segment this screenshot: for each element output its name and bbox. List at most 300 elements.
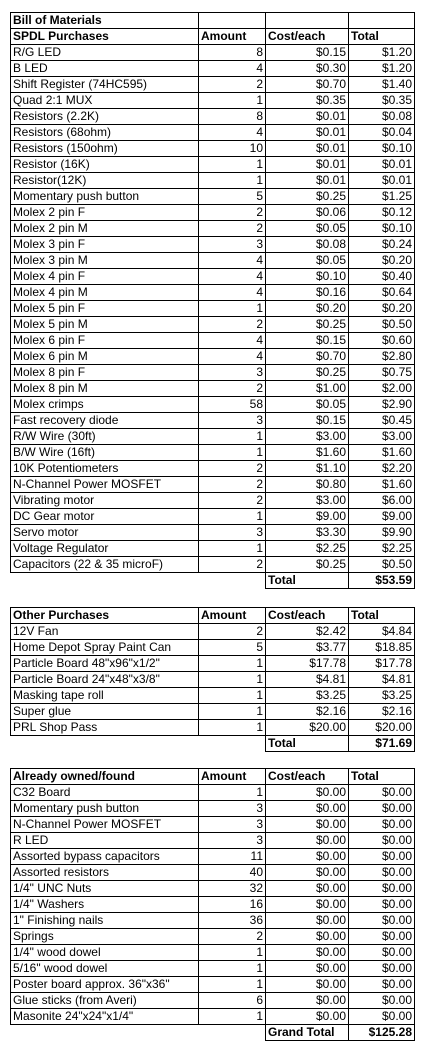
item-name: Resistor(12K) — [11, 173, 199, 189]
item-total: $2.90 — [349, 397, 415, 413]
item-amount: 1 — [199, 688, 266, 704]
empty-cell — [349, 13, 415, 29]
item-amount: 1 — [199, 1009, 266, 1025]
item-name: Molex 3 pin F — [11, 237, 199, 253]
total-value: $125.28 — [349, 1025, 415, 1041]
item-total: $0.00 — [349, 817, 415, 833]
item-cost-each: $0.25 — [266, 317, 349, 333]
item-amount: 2 — [199, 77, 266, 93]
item-amount: 10 — [199, 141, 266, 157]
total-label: Total — [266, 573, 349, 589]
table-row — [11, 189, 415, 205]
table-row — [11, 801, 415, 817]
table-row — [11, 173, 415, 189]
table-row — [11, 525, 415, 541]
item-amount: 6 — [199, 993, 266, 1009]
item-cost-each: $0.05 — [266, 253, 349, 269]
table-row — [11, 141, 415, 157]
item-cost-each: $17.78 — [266, 656, 349, 672]
section-header: Already owned/found — [11, 769, 199, 785]
table-row — [11, 817, 415, 833]
item-amount: 2 — [199, 493, 266, 509]
item-amount: 3 — [199, 237, 266, 253]
item-name: Quad 2:1 MUX — [11, 93, 199, 109]
cost-each-header: Cost/each — [266, 29, 349, 45]
item-name: Molex 8 pin M — [11, 381, 199, 397]
item-amount: 40 — [199, 865, 266, 881]
item-name: 10K Potentiometers — [11, 461, 199, 477]
item-total: $0.00 — [349, 801, 415, 817]
item-total: $0.00 — [349, 833, 415, 849]
item-name: Poster board approx. 36"x36" — [11, 977, 199, 993]
item-total: $9.90 — [349, 525, 415, 541]
item-total: $0.00 — [349, 865, 415, 881]
item-cost-each: $1.10 — [266, 461, 349, 477]
item-total: $3.00 — [349, 429, 415, 445]
item-name: Vibrating motor — [11, 493, 199, 509]
total-header: Total — [349, 769, 415, 785]
cost-each-header: Cost/each — [266, 769, 349, 785]
item-total: $17.78 — [349, 656, 415, 672]
item-cost-each: $0.15 — [266, 45, 349, 61]
table-row — [11, 509, 415, 525]
section-header: Other Purchases — [11, 608, 199, 624]
item-name: Voltage Regulator — [11, 541, 199, 557]
item-name: Molex crimps — [11, 397, 199, 413]
empty-cell — [266, 13, 349, 29]
item-amount: 1 — [199, 704, 266, 720]
item-total: $0.64 — [349, 285, 415, 301]
item-name: Shift Register (74HC595) — [11, 77, 199, 93]
item-name: R/W Wire (30ft) — [11, 429, 199, 445]
item-total: $4.81 — [349, 672, 415, 688]
item-name: 1/4" UNC Nuts — [11, 881, 199, 897]
item-name: Molex 5 pin M — [11, 317, 199, 333]
table-row — [11, 285, 415, 301]
item-total: $1.60 — [349, 445, 415, 461]
item-cost-each: $0.30 — [266, 61, 349, 77]
item-cost-each: $0.25 — [266, 189, 349, 205]
item-cost-each: $0.00 — [266, 801, 349, 817]
item-cost-each: $1.60 — [266, 445, 349, 461]
item-cost-each: $3.00 — [266, 429, 349, 445]
item-cost-each: $3.25 — [266, 688, 349, 704]
item-cost-each: $0.00 — [266, 929, 349, 945]
item-cost-each: $2.42 — [266, 624, 349, 640]
item-amount: 2 — [199, 929, 266, 945]
item-cost-each: $0.00 — [266, 849, 349, 865]
item-name: PRL Shop Pass — [11, 720, 199, 736]
item-cost-each: $0.15 — [266, 333, 349, 349]
item-total: $0.00 — [349, 977, 415, 993]
item-name: Particle Board 24"x48"x3/8" — [11, 672, 199, 688]
item-total: $1.60 — [349, 477, 415, 493]
item-name: B/W Wire (16ft) — [11, 445, 199, 461]
item-amount: 5 — [199, 189, 266, 205]
item-total: $1.25 — [349, 189, 415, 205]
item-amount: 1 — [199, 977, 266, 993]
item-total: $2.80 — [349, 349, 415, 365]
table-row — [11, 833, 415, 849]
item-cost-each: $0.01 — [266, 157, 349, 173]
table-row — [11, 624, 415, 640]
item-cost-each: $0.00 — [266, 785, 349, 801]
item-cost-each: $0.01 — [266, 173, 349, 189]
item-cost-each: $0.00 — [266, 897, 349, 913]
table-row — [11, 93, 415, 109]
item-amount: 4 — [199, 349, 266, 365]
item-cost-each: $0.05 — [266, 221, 349, 237]
item-total: $18.85 — [349, 640, 415, 656]
item-total: $0.00 — [349, 913, 415, 929]
item-name: B LED — [11, 61, 199, 77]
item-name: Molex 8 pin F — [11, 365, 199, 381]
empty-cell — [199, 13, 266, 29]
item-name: Resistor (16K) — [11, 157, 199, 173]
item-cost-each: $3.77 — [266, 640, 349, 656]
table-row — [11, 640, 415, 656]
item-cost-each: $0.00 — [266, 993, 349, 1009]
table-row — [11, 977, 415, 993]
table-row — [11, 961, 415, 977]
table-row — [11, 445, 415, 461]
item-total: $0.10 — [349, 221, 415, 237]
table-row — [11, 381, 415, 397]
table-row — [11, 929, 415, 945]
table-row — [11, 157, 415, 173]
item-amount: 1 — [199, 961, 266, 977]
item-cost-each: $0.25 — [266, 557, 349, 573]
item-amount: 3 — [199, 365, 266, 381]
item-total: $0.50 — [349, 317, 415, 333]
item-name: Resistors (68ohm) — [11, 125, 199, 141]
item-cost-each: $0.00 — [266, 865, 349, 881]
item-name: Home Depot Spray Paint Can — [11, 640, 199, 656]
empty-cell — [199, 573, 266, 589]
table-row — [11, 205, 415, 221]
item-name: Molex 2 pin M — [11, 221, 199, 237]
item-name: C32 Board — [11, 785, 199, 801]
item-name: Masking tape roll — [11, 688, 199, 704]
item-amount: 2 — [199, 624, 266, 640]
item-total: $0.01 — [349, 157, 415, 173]
item-total: $1.20 — [349, 45, 415, 61]
item-total: $9.00 — [349, 509, 415, 525]
header-row — [11, 608, 415, 624]
item-cost-each: $4.81 — [266, 672, 349, 688]
item-total: $0.00 — [349, 849, 415, 865]
header-row — [11, 29, 415, 45]
item-name: Molex 6 pin M — [11, 349, 199, 365]
item-cost-each: $0.08 — [266, 237, 349, 253]
table-row — [11, 333, 415, 349]
item-total: $0.01 — [349, 173, 415, 189]
item-amount: 1 — [199, 785, 266, 801]
table-row — [11, 897, 415, 913]
table-row — [11, 541, 415, 557]
item-name: 1/4" wood dowel — [11, 945, 199, 961]
item-cost-each: $20.00 — [266, 720, 349, 736]
table-row — [11, 849, 415, 865]
already-owned-table — [10, 768, 415, 1041]
item-name: Capacitors (22 & 35 microF) — [11, 557, 199, 573]
item-name: Glue sticks (from Averi) — [11, 993, 199, 1009]
item-amount: 3 — [199, 801, 266, 817]
item-cost-each: $0.01 — [266, 141, 349, 157]
item-cost-each: $0.00 — [266, 881, 349, 897]
total-label: Total — [266, 736, 349, 752]
item-total: $0.50 — [349, 557, 415, 573]
item-amount: 1 — [199, 656, 266, 672]
item-amount: 1 — [199, 93, 266, 109]
item-total: $0.20 — [349, 253, 415, 269]
item-name: R/G LED — [11, 45, 199, 61]
empty-cell — [11, 736, 199, 752]
item-amount: 1 — [199, 301, 266, 317]
item-amount: 32 — [199, 881, 266, 897]
item-cost-each: $0.01 — [266, 109, 349, 125]
item-cost-each: $0.06 — [266, 205, 349, 221]
table-row — [11, 429, 415, 445]
table-row — [11, 61, 415, 77]
item-name: Molex 2 pin F — [11, 205, 199, 221]
empty-cell — [11, 1025, 199, 1041]
item-total: $2.20 — [349, 461, 415, 477]
item-amount: 4 — [199, 269, 266, 285]
item-total: $2.00 — [349, 381, 415, 397]
item-total: $0.00 — [349, 1009, 415, 1025]
item-name: Assorted resistors — [11, 865, 199, 881]
item-amount: 1 — [199, 157, 266, 173]
item-total: $2.16 — [349, 704, 415, 720]
item-cost-each: $0.25 — [266, 365, 349, 381]
total-value: $71.69 — [349, 736, 415, 752]
item-cost-each: $0.16 — [266, 285, 349, 301]
item-amount: 2 — [199, 317, 266, 333]
item-name: Molex 6 pin F — [11, 333, 199, 349]
item-total: $3.25 — [349, 688, 415, 704]
item-amount: 8 — [199, 109, 266, 125]
item-total: $2.25 — [349, 541, 415, 557]
empty-cell — [199, 736, 266, 752]
item-amount: 1 — [199, 720, 266, 736]
item-cost-each: $0.15 — [266, 413, 349, 429]
table-row — [11, 317, 415, 333]
item-total: $0.24 — [349, 237, 415, 253]
item-amount: 2 — [199, 477, 266, 493]
table-row — [11, 461, 415, 477]
table-row — [11, 493, 415, 509]
item-name: Molex 5 pin F — [11, 301, 199, 317]
item-cost-each: $0.70 — [266, 349, 349, 365]
table-row — [11, 269, 415, 285]
item-amount: 3 — [199, 413, 266, 429]
table-row — [11, 993, 415, 1009]
item-amount: 2 — [199, 205, 266, 221]
item-cost-each: $0.80 — [266, 477, 349, 493]
table-row — [11, 720, 415, 736]
table-row — [11, 365, 415, 381]
amount-header: Amount — [199, 608, 266, 624]
item-amount: 4 — [199, 333, 266, 349]
item-total: $0.04 — [349, 125, 415, 141]
table-title: Bill of Materials — [11, 13, 199, 29]
item-amount: 5 — [199, 640, 266, 656]
item-cost-each: $0.00 — [266, 945, 349, 961]
table-row — [11, 349, 415, 365]
item-name: 1/4" Washers — [11, 897, 199, 913]
item-name: R LED — [11, 833, 199, 849]
spdl-purchases-table — [10, 12, 415, 589]
item-name: 1" Finishing nails — [11, 913, 199, 929]
item-total: $0.40 — [349, 269, 415, 285]
item-cost-each: $1.00 — [266, 381, 349, 397]
table-row — [11, 109, 415, 125]
table-row — [11, 865, 415, 881]
item-total: $0.00 — [349, 785, 415, 801]
item-name: Molex 4 pin F — [11, 269, 199, 285]
total-row — [11, 573, 415, 589]
amount-header: Amount — [199, 769, 266, 785]
item-cost-each: $2.25 — [266, 541, 349, 557]
total-value: $53.59 — [349, 573, 415, 589]
item-amount: 1 — [199, 541, 266, 557]
table-row — [11, 945, 415, 961]
item-name: Resistors (2.2K) — [11, 109, 199, 125]
item-amount: 4 — [199, 61, 266, 77]
table-row — [11, 397, 415, 413]
item-amount: 2 — [199, 461, 266, 477]
item-name: Servo motor — [11, 525, 199, 541]
item-cost-each: $0.00 — [266, 961, 349, 977]
item-total: $0.08 — [349, 109, 415, 125]
table-row — [11, 881, 415, 897]
item-amount: 1 — [199, 429, 266, 445]
table-row — [11, 1009, 415, 1025]
item-name: Molex 3 pin M — [11, 253, 199, 269]
total-row — [11, 1025, 415, 1041]
item-total: $0.00 — [349, 897, 415, 913]
item-name: Resistors (150ohm) — [11, 141, 199, 157]
item-amount: 2 — [199, 557, 266, 573]
item-total: $0.60 — [349, 333, 415, 349]
item-total: $0.00 — [349, 961, 415, 977]
empty-cell — [199, 1025, 266, 1041]
table-row — [11, 301, 415, 317]
item-total: $20.00 — [349, 720, 415, 736]
item-amount: 1 — [199, 173, 266, 189]
item-amount: 1 — [199, 672, 266, 688]
table-row — [11, 557, 415, 573]
item-cost-each: $0.00 — [266, 913, 349, 929]
table-row — [11, 672, 415, 688]
item-cost-each: $0.05 — [266, 397, 349, 413]
item-amount: 4 — [199, 125, 266, 141]
item-total: $4.84 — [349, 624, 415, 640]
table-row — [11, 253, 415, 269]
item-total: $0.00 — [349, 929, 415, 945]
table-row — [11, 913, 415, 929]
item-name: Molex 4 pin M — [11, 285, 199, 301]
item-amount: 2 — [199, 381, 266, 397]
total-row — [11, 736, 415, 752]
title-row — [11, 13, 415, 29]
item-amount: 1 — [199, 445, 266, 461]
item-total: $0.00 — [349, 881, 415, 897]
item-cost-each: $0.70 — [266, 77, 349, 93]
item-cost-each: $0.00 — [266, 977, 349, 993]
table-row — [11, 785, 415, 801]
item-cost-each: $2.16 — [266, 704, 349, 720]
item-amount: 4 — [199, 253, 266, 269]
item-amount: 2 — [199, 221, 266, 237]
item-name: Momentary push button — [11, 801, 199, 817]
item-total: $0.00 — [349, 945, 415, 961]
item-cost-each: $0.20 — [266, 301, 349, 317]
item-name: Particle Board 48"x96"x1/2" — [11, 656, 199, 672]
item-amount: 36 — [199, 913, 266, 929]
item-name: Masonite 24"x24"x1/4" — [11, 1009, 199, 1025]
total-header: Total — [349, 29, 415, 45]
item-total: $0.35 — [349, 93, 415, 109]
item-name: Super glue — [11, 704, 199, 720]
item-name: Assorted bypass capacitors — [11, 849, 199, 865]
table-row — [11, 704, 415, 720]
item-total: $0.12 — [349, 205, 415, 221]
item-cost-each: $3.00 — [266, 493, 349, 509]
item-amount: 1 — [199, 509, 266, 525]
item-name: 12V Fan — [11, 624, 199, 640]
empty-cell — [11, 573, 199, 589]
table-row — [11, 125, 415, 141]
total-header: Total — [349, 608, 415, 624]
header-row — [11, 769, 415, 785]
item-name: Momentary push button — [11, 189, 199, 205]
table-row — [11, 45, 415, 61]
item-total: $0.20 — [349, 301, 415, 317]
item-cost-each: $0.01 — [266, 125, 349, 141]
item-name: N-Channel Power MOSFET — [11, 817, 199, 833]
item-name: Springs — [11, 929, 199, 945]
item-amount: 11 — [199, 849, 266, 865]
item-total: $1.40 — [349, 77, 415, 93]
item-amount: 58 — [199, 397, 266, 413]
total-label: Grand Total — [266, 1025, 349, 1041]
item-cost-each: $0.00 — [266, 1009, 349, 1025]
item-total: $0.10 — [349, 141, 415, 157]
table-row — [11, 221, 415, 237]
cost-each-header: Cost/each — [266, 608, 349, 624]
item-name: N-Channel Power MOSFET — [11, 477, 199, 493]
item-total: $0.00 — [349, 993, 415, 1009]
item-amount: 3 — [199, 833, 266, 849]
other-purchases-table — [10, 607, 415, 752]
item-total: $0.75 — [349, 365, 415, 381]
item-cost-each: $0.00 — [266, 833, 349, 849]
table-row — [11, 688, 415, 704]
item-cost-each: $0.00 — [266, 817, 349, 833]
item-amount: 1 — [199, 945, 266, 961]
item-cost-each: $9.00 — [266, 509, 349, 525]
table-row — [11, 237, 415, 253]
item-name: 5/16" wood dowel — [11, 961, 199, 977]
item-amount: 3 — [199, 525, 266, 541]
item-total: $0.45 — [349, 413, 415, 429]
item-amount: 8 — [199, 45, 266, 61]
section-header: SPDL Purchases — [11, 29, 199, 45]
table-row — [11, 477, 415, 493]
item-cost-each: $0.10 — [266, 269, 349, 285]
